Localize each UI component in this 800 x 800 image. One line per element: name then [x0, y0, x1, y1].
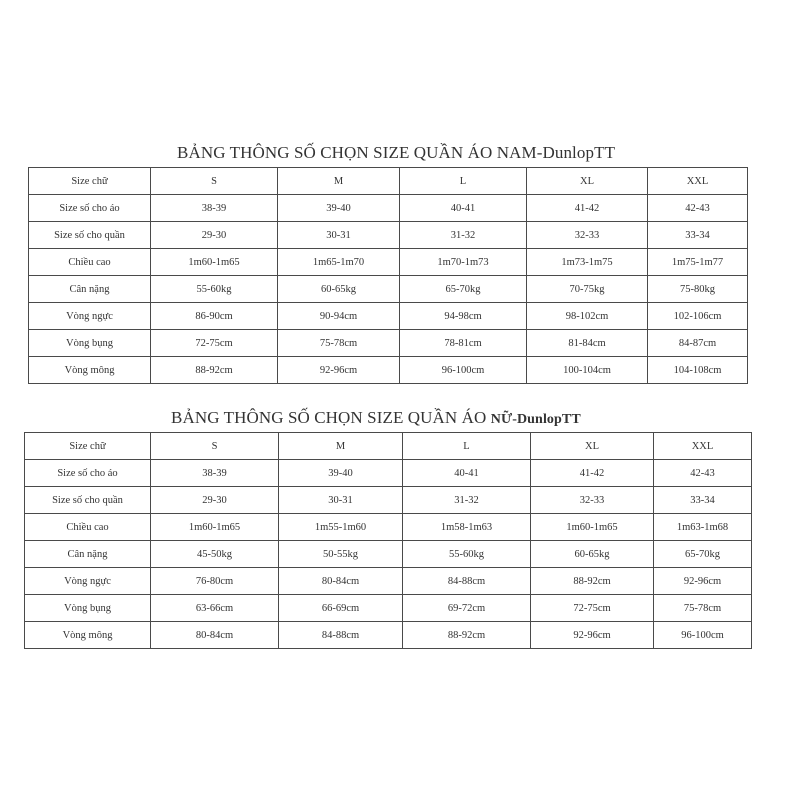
table-cell: 84-88cm: [403, 568, 531, 595]
table-cell: 96-100cm: [400, 357, 527, 384]
table-cell: 92-96cm: [531, 622, 654, 649]
table-cell: 88-92cm: [151, 357, 278, 384]
table-cell: 45-50kg: [151, 541, 279, 568]
table-cell: 55-60kg: [151, 276, 278, 303]
table-cell: 72-75cm: [531, 595, 654, 622]
row-label: Size chữ: [25, 433, 151, 460]
table-cell: 41-42: [527, 195, 648, 222]
row-label: Vòng ngực: [29, 303, 151, 330]
table-row: [25, 568, 752, 595]
table-row: [29, 168, 748, 195]
table-cell: 81-84cm: [527, 330, 648, 357]
table-cell: 92-96cm: [278, 357, 400, 384]
table-cell: 75-80kg: [648, 276, 748, 303]
table-cell: 42-43: [654, 460, 752, 487]
table-cell: 1m60-1m65: [151, 514, 279, 541]
women-table-title: [171, 408, 581, 428]
table-cell: XL: [527, 168, 648, 195]
table-cell: 76-80cm: [151, 568, 279, 595]
table-cell: L: [403, 433, 531, 460]
table-cell: 104-108cm: [648, 357, 748, 384]
table-cell: 40-41: [403, 460, 531, 487]
table-cell: 102-106cm: [648, 303, 748, 330]
row-label: Vòng mông: [29, 357, 151, 384]
table-cell: 80-84cm: [279, 568, 403, 595]
table-cell: 63-66cm: [151, 595, 279, 622]
row-label: Size số cho quần: [29, 222, 151, 249]
table-row: [25, 514, 752, 541]
table-row: [25, 622, 752, 649]
row-label: Vòng bụng: [25, 595, 151, 622]
table-cell: XXL: [654, 433, 752, 460]
table-cell: 75-78cm: [278, 330, 400, 357]
table-cell: 39-40: [278, 195, 400, 222]
table-cell: 30-31: [279, 487, 403, 514]
table-cell: 84-87cm: [648, 330, 748, 357]
women-table-body: [25, 433, 752, 649]
table-cell: 38-39: [151, 460, 279, 487]
table-cell: 33-34: [648, 222, 748, 249]
men-table-title: BẢNG THÔNG SỐ CHỌN SIZE QUẦN ÁO NAM-DunlopTT: [177, 143, 616, 162]
table-cell: 1m75-1m77: [648, 249, 748, 276]
table-cell: 100-104cm: [527, 357, 648, 384]
table-cell: 40-41: [400, 195, 527, 222]
table-cell: XXL: [648, 168, 748, 195]
table-cell: 65-70kg: [654, 541, 752, 568]
table-row: [29, 276, 748, 303]
row-label: Size số cho áo: [29, 195, 151, 222]
table-cell: 60-65kg: [278, 276, 400, 303]
table-cell: 78-81cm: [400, 330, 527, 357]
table-row: [25, 595, 752, 622]
row-label: Size số cho áo: [25, 460, 151, 487]
table-row: [29, 222, 748, 249]
table-row: [29, 330, 748, 357]
table-cell: 65-70kg: [400, 276, 527, 303]
table-row: [25, 541, 752, 568]
row-label: Cân nặng: [25, 541, 151, 568]
table-row: [25, 487, 752, 514]
table-cell: 39-40: [279, 460, 403, 487]
table-cell: 55-60kg: [403, 541, 531, 568]
table-cell: 88-92cm: [531, 568, 654, 595]
table-cell: 90-94cm: [278, 303, 400, 330]
table-cell: 50-55kg: [279, 541, 403, 568]
table-cell: 41-42: [531, 460, 654, 487]
table-cell: 80-84cm: [151, 622, 279, 649]
table-cell: 70-75kg: [527, 276, 648, 303]
table-cell: 31-32: [403, 487, 531, 514]
row-label: Size chữ: [29, 168, 151, 195]
table-cell: 1m58-1m63: [403, 514, 531, 541]
table-cell: 92-96cm: [654, 568, 752, 595]
row-label: Chiều cao: [25, 514, 151, 541]
table-cell: M: [278, 168, 400, 195]
table-cell: S: [151, 433, 279, 460]
table-cell: 72-75cm: [151, 330, 278, 357]
table-row: [25, 460, 752, 487]
table-cell: 66-69cm: [279, 595, 403, 622]
table-cell: 29-30: [151, 222, 278, 249]
table-cell: 1m60-1m65: [151, 249, 278, 276]
table-cell: S: [151, 168, 278, 195]
table-row: [25, 433, 752, 460]
row-label: Cân nặng: [29, 276, 151, 303]
table-cell: 1m73-1m75: [527, 249, 648, 276]
table-cell: 69-72cm: [403, 595, 531, 622]
table-cell: 98-102cm: [527, 303, 648, 330]
women-title-main: BẢNG THÔNG SỐ CHỌN SIZE QUẦN ÁO: [171, 408, 491, 427]
table-cell: 1m55-1m60: [279, 514, 403, 541]
women-size-table: [24, 432, 752, 649]
table-cell: L: [400, 168, 527, 195]
table-cell: 30-31: [278, 222, 400, 249]
women-title-suffix: NỮ-DunlopTT: [490, 412, 581, 427]
row-label: Chiều cao: [29, 249, 151, 276]
table-cell: 29-30: [151, 487, 279, 514]
table-cell: 60-65kg: [531, 541, 654, 568]
table-cell: 1m60-1m65: [531, 514, 654, 541]
table-cell: 86-90cm: [151, 303, 278, 330]
row-label: Vòng bụng: [29, 330, 151, 357]
table-cell: 38-39: [151, 195, 278, 222]
table-cell: 32-33: [527, 222, 648, 249]
row-label: Vòng ngực: [25, 568, 151, 595]
table-row: [29, 357, 748, 384]
table-row: [29, 195, 748, 222]
men-table-body: [29, 168, 748, 384]
table-row: [29, 249, 748, 276]
table-cell: 75-78cm: [654, 595, 752, 622]
table-cell: M: [279, 433, 403, 460]
table-row: [29, 303, 748, 330]
table-cell: 1m63-1m68: [654, 514, 752, 541]
table-cell: 96-100cm: [654, 622, 752, 649]
row-label: Size số cho quần: [25, 487, 151, 514]
table-cell: 88-92cm: [403, 622, 531, 649]
row-label: Vòng mông: [25, 622, 151, 649]
table-cell: 31-32: [400, 222, 527, 249]
table-cell: 33-34: [654, 487, 752, 514]
table-cell: 84-88cm: [279, 622, 403, 649]
table-cell: 32-33: [531, 487, 654, 514]
table-cell: 1m70-1m73: [400, 249, 527, 276]
table-cell: 42-43: [648, 195, 748, 222]
men-size-table: [28, 167, 748, 384]
table-cell: 1m65-1m70: [278, 249, 400, 276]
table-cell: XL: [531, 433, 654, 460]
table-cell: 94-98cm: [400, 303, 527, 330]
